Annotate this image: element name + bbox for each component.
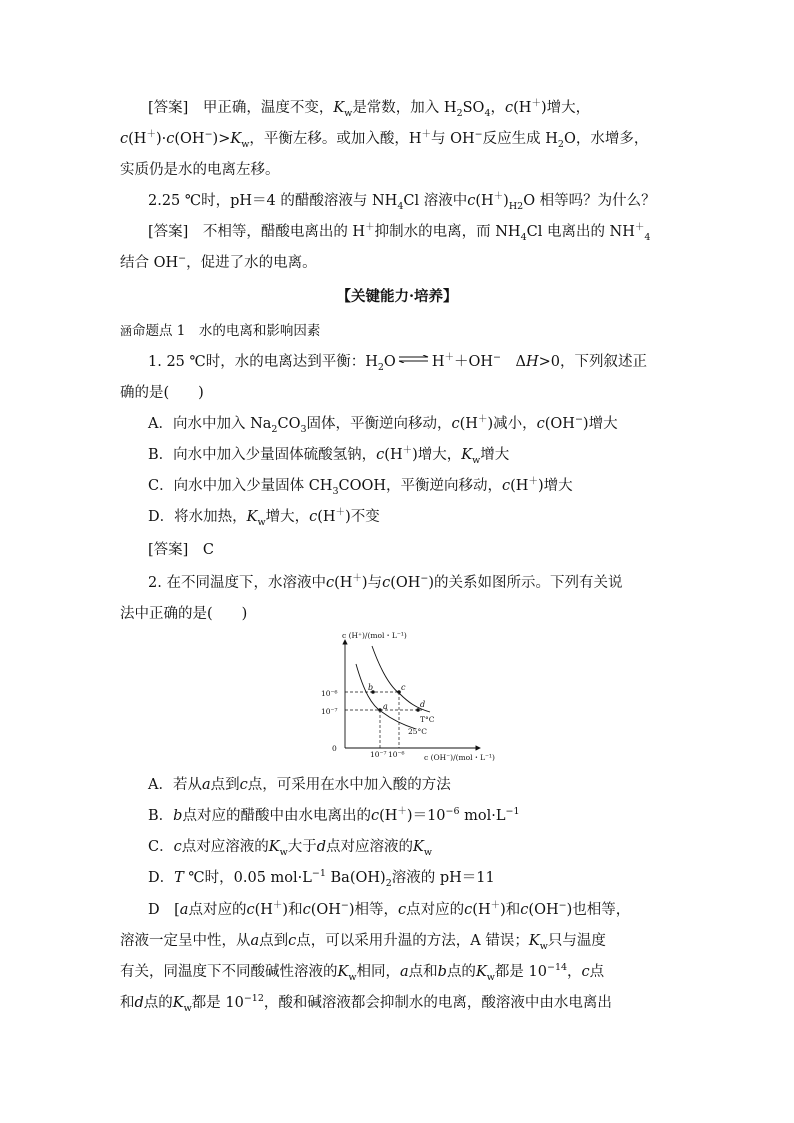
curve-25c bbox=[356, 664, 416, 729]
y-tick-1: 10⁻⁶ bbox=[321, 689, 338, 698]
problem-1-option-b: B．向水中加入少量固体硫酸氢钠，c(H＋)增大，$K_w$增大 bbox=[148, 445, 510, 466]
problem-1-option-d: D．将水加热，$K_w$增大，c(H＋)不变 bbox=[148, 507, 380, 528]
problem-1-stem: 1. 25 ℃时，水的电离达到平衡：$H_2O$ H＋＋OH− ΔH>0，下列叙述正 bbox=[148, 352, 708, 372]
point-b-label: b bbox=[368, 683, 374, 692]
x-tick-1: 10⁻⁷ bbox=[370, 750, 387, 759]
problem-2-option-b: B．b点对应的醋酸中由水电离出的$c(H^+)=10^{-6}$ $mol\cdot L^{-1}$ bbox=[148, 806, 520, 824]
q1-answer-line-2: $c(H^+)\cdot c(OH^-)>K_w$，平衡左移。或加入酸，H＋与 OH−反应生成 $H_2O$，水增多， bbox=[120, 129, 649, 150]
x-tick-2: 10⁻⁶ bbox=[388, 750, 405, 759]
problem-1-stem-line-2: 确的是( ) bbox=[120, 385, 204, 401]
q1-answer-line-3: 实质仍是水的电离左移。 bbox=[120, 162, 280, 178]
problem-1-option-a: A．向水中加入 $Na_2CO_3$固体，平衡逆向移动，c(H＋)减小，c(OH−)增大 bbox=[148, 414, 618, 435]
q2-stem: 2.25 ℃时，pH＝4 的醋酸溶液与 $NH_4Cl$ 溶液中$c(H^+)_{H2}O$ 相等吗？为什么？ bbox=[148, 191, 656, 212]
curve-t-label: T°C bbox=[420, 715, 435, 724]
curve-25-label: 25°C bbox=[408, 727, 428, 736]
problem-2-explanation-line-4: 和d点的$K_w$都是 $10^{-12}$，酸和碱溶液都会抑制水的电离，酸溶液中由水电离出 bbox=[120, 993, 612, 1014]
problem-2-explanation-line-3: 有关，同温度下不同酸碱性溶液的$K_w$相同，a点和b点的$K_w$都是 $10^{-14}$，c点 bbox=[120, 962, 605, 983]
problem-2-option-c: C．c点对应溶液的$K_w$大于d点对应溶液的$K_w$ bbox=[148, 839, 432, 858]
point-a-marker bbox=[378, 708, 382, 712]
q2-answer-line-2: 结合 OH−，促进了水的电离。 bbox=[120, 253, 317, 271]
ion-product-diagram bbox=[312, 630, 522, 770]
problem-2-stem: 2. 在不同温度下，水溶液中c(H＋)与c(OH−)的关系如图所示。下列有关说 bbox=[148, 573, 623, 591]
point-d-label: d bbox=[420, 700, 426, 709]
problem-2-explanation-line-2: 溶液一定呈中性，从a点到c点，可以采用升温的方法，A 错误；$K_w$只与温度 bbox=[120, 933, 606, 952]
y-axis-label: c (H⁺)/(mol・L⁻¹) bbox=[342, 631, 407, 640]
point-c-label: c bbox=[401, 683, 406, 692]
problem-2-explanation-line-1: D [a点对应的c(H＋)和c(OH−)相等，c点对应的c(H＋)和c(OH−)也相等， bbox=[148, 900, 631, 918]
problem-2-option-a: A．若从a点到c点，可采用在水中加入酸的方法 bbox=[148, 777, 451, 793]
problem-2-stem-line-2: 法中正确的是( ) bbox=[120, 606, 248, 622]
section-title: 【关键能力·培养】 bbox=[336, 288, 458, 305]
y-tick-2: 10⁻⁷ bbox=[321, 707, 338, 716]
problem-2-option-d: D．T ℃时，0.05 $mol\cdot L^{-1}$ $Ba(OH)_2$溶液的 pH＝11 bbox=[148, 868, 495, 889]
topic-heading: 涵命题点 1 水的电离和影响因素 bbox=[120, 323, 321, 339]
q1-answer-line-1: [答案] 甲正确，温度不变，$K_w$是常数，加入 $H_2SO_4$，c(H＋)增大， bbox=[148, 98, 591, 119]
problem-1-answer: [答案] C bbox=[148, 542, 214, 558]
x-axis-label: c (OH⁻)/(mol・L⁻¹) bbox=[424, 753, 495, 762]
origin-label: 0 bbox=[332, 744, 337, 753]
problem-1-option-c: C．向水中加入少量固体 $CH_3COOH$，平衡逆向移动，c(H＋)增大 bbox=[148, 476, 573, 497]
q2-answer-line-1: [答案] 不相等，醋酸电离出的 H＋抑制水的电离，而 $NH_4Cl$ 电离出的 $NH^+_4$ bbox=[148, 222, 651, 243]
equilibrium-arrow-icon bbox=[398, 349, 430, 357]
point-a-label: a bbox=[383, 702, 388, 711]
